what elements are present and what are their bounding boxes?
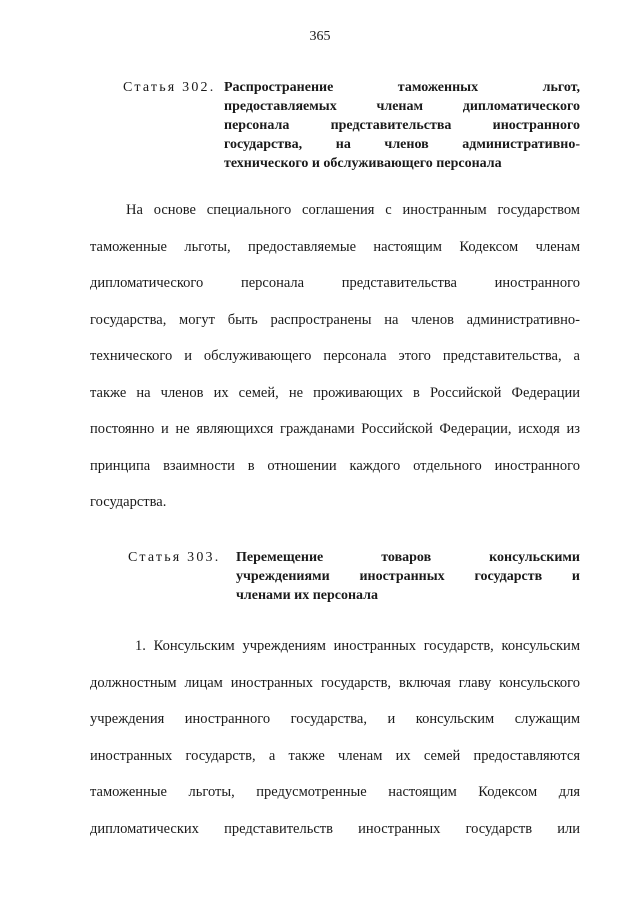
article-303-title-line: учреждениями иностранных государств и — [236, 569, 580, 584]
body-line: государства, могут быть распространены на членов административно- — [90, 311, 580, 328]
body-line: дипломатических представительств иностранных государств или — [90, 820, 580, 837]
article-302-title-line: государства, на членов административно- — [224, 137, 580, 152]
body-line: учреждения иностранного государства, и консульским служащим — [90, 711, 580, 727]
article-302-title-line: предоставляемых членам дипломатического — [224, 99, 580, 114]
page-number: 365 — [309, 29, 331, 44]
body-line: принципа взаимности в отношении каждого отдельного иностранного — [90, 457, 580, 474]
article-302-body — [90, 192, 580, 521]
article-303-heading — [128, 548, 580, 608]
body-line: иностранных государств, а также членам их семей предоставляются — [90, 747, 580, 764]
body-line: технического и обслуживающего персонала этого представительства, а — [90, 348, 580, 364]
body-line: также на членов их семей, не проживающих в Российской Федерации — [90, 384, 580, 401]
body-line: постоянно и не являющихся гражданами Российской Федерации, исходя из — [90, 421, 580, 437]
body-line: 1. Консульским учреждениям иностранных государств, консульским — [135, 638, 580, 654]
article-302-title — [224, 78, 580, 173]
article-303-title — [236, 548, 580, 605]
article-302-title-line: технического и обслуживающего персонала — [224, 156, 502, 171]
article-302-heading — [123, 78, 580, 178]
article-303-title-line: членами их персонала — [236, 588, 379, 603]
body-line: таможенные льготы, предоставляемые настоящим Кодексом членам — [90, 238, 580, 255]
article-303-title-line: Перемещение товаров консульскими — [236, 550, 580, 565]
article-303-body — [90, 628, 580, 847]
body-line: дипломатического персонала представительства иностранного — [90, 275, 580, 291]
article-302-label: Статья 302. — [123, 80, 216, 95]
article-303-label: Статья 303. — [128, 550, 221, 565]
body-line: На основе специального соглашения с иностранным государством — [126, 202, 580, 218]
body-line: таможенные льготы, предусмотренные настоящим Кодексом для — [90, 784, 580, 800]
body-line: должностным лицам иностранных государств, включая главу консульского — [90, 674, 580, 691]
article-302-title-line: Распространение таможенных льгот, — [224, 80, 580, 95]
article-302-title-line: персонала представительства иностранного — [224, 118, 580, 133]
body-line: государства. — [90, 494, 167, 510]
